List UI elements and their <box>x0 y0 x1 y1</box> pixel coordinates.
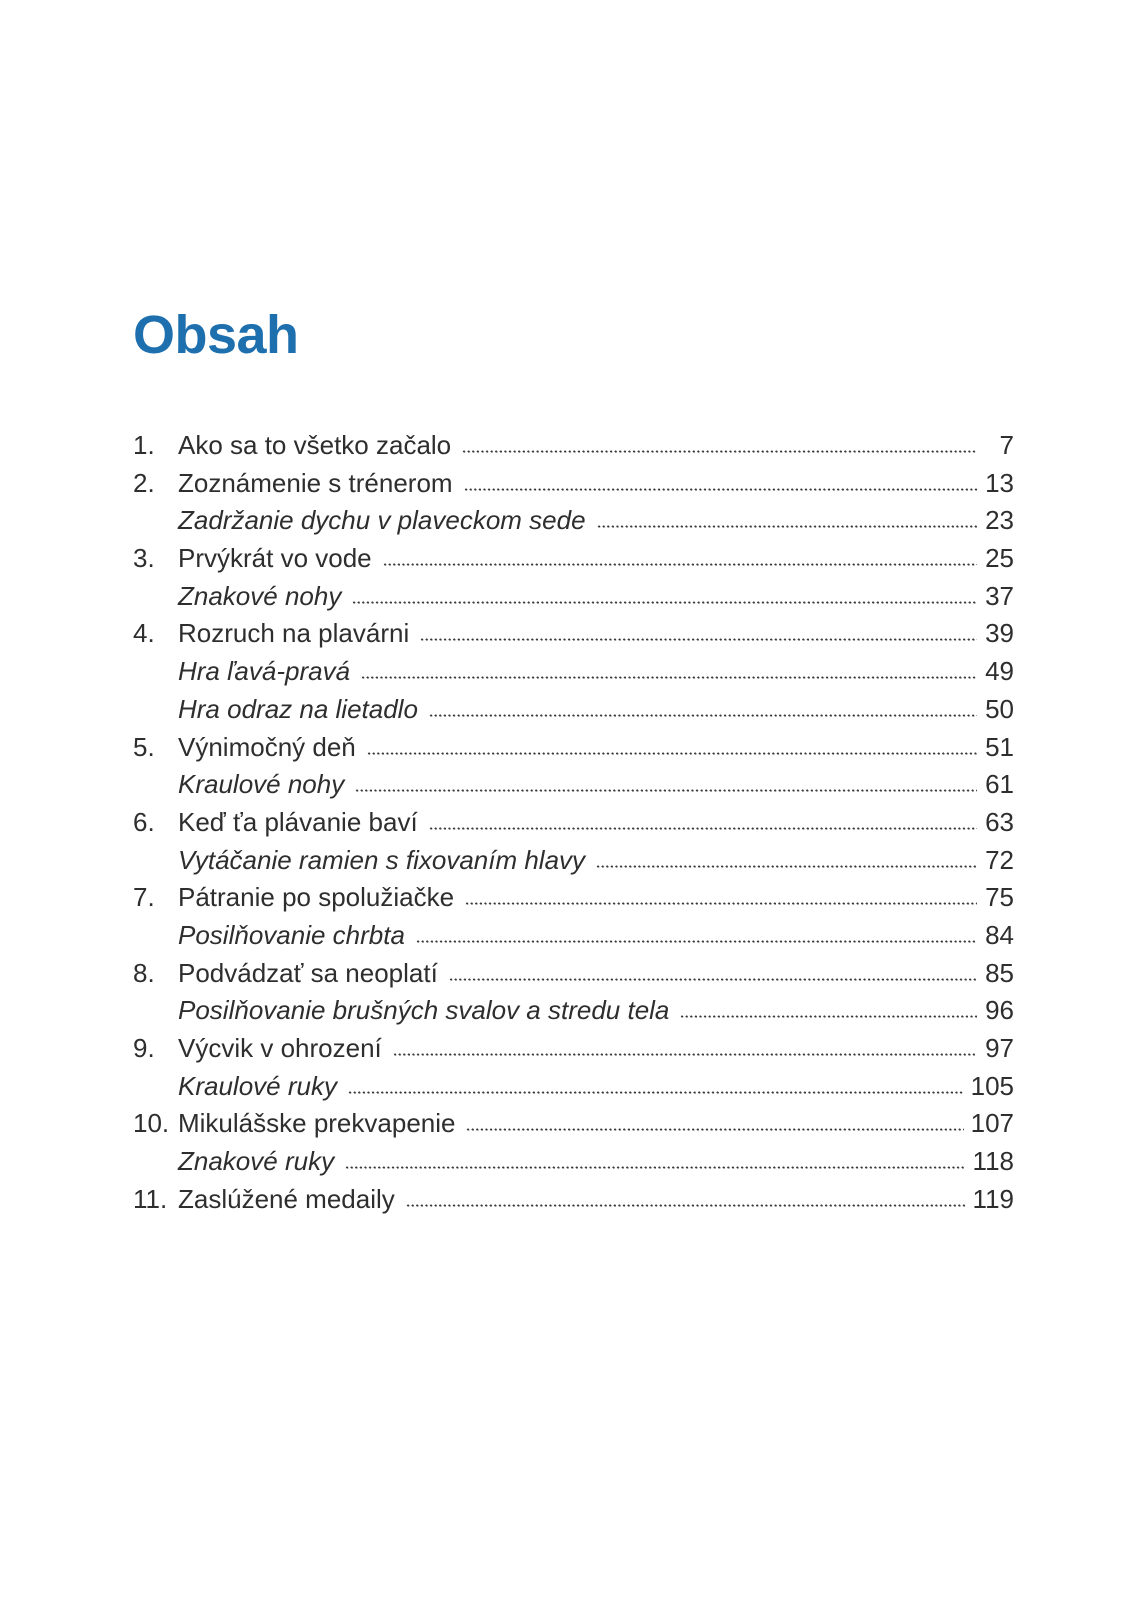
dot-leader <box>355 786 977 793</box>
dot-leader <box>345 1163 965 1170</box>
toc-entry <box>133 578 1014 616</box>
toc-entry <box>133 1068 1014 1106</box>
toc-entry-title: Prvýkrát vo vode <box>178 543 372 574</box>
toc-entry-page: 107 <box>970 1108 1014 1139</box>
toc-entry-title: Kraulové nohy <box>178 769 345 800</box>
toc-entry-title: Vytáčanie ramien s fixovaním hlavy <box>178 844 586 875</box>
dot-leader <box>429 824 977 831</box>
dot-leader <box>348 1088 964 1095</box>
toc-entry <box>133 427 1014 465</box>
toc-entry-page: 39 <box>985 618 1014 649</box>
dot-leader <box>465 899 977 906</box>
dot-leader <box>466 1125 963 1132</box>
toc-entry-number: 11. <box>133 1183 168 1214</box>
toc-entry-page: 61 <box>985 769 1014 800</box>
toc-entry-title: Výcvik v ohrození <box>178 1033 382 1063</box>
toc-entry <box>133 955 1014 993</box>
toc-entry <box>133 1181 1014 1219</box>
toc-entry-number: 8. <box>133 957 155 988</box>
toc-entry-title: Pátranie po spolužiačke <box>178 882 455 913</box>
toc-entry <box>133 729 1014 767</box>
toc-entry-page: 25 <box>985 543 1014 574</box>
toc-entry-title: Zadržanie dychu v plaveckom sede <box>178 505 586 536</box>
toc-entry-page: 97 <box>985 1033 1014 1063</box>
dot-leader <box>596 862 977 869</box>
toc-entry <box>133 653 1014 691</box>
toc-entry-page: 85 <box>985 957 1014 988</box>
toc-entry-title: Ako sa to všetko začalo <box>178 430 452 460</box>
dot-leader <box>367 749 977 756</box>
toc-entry-page: 51 <box>985 731 1014 762</box>
dot-leader <box>406 1201 966 1208</box>
toc-entry-number: 1. <box>133 430 155 460</box>
toc-entry-page: 118 <box>972 1146 1014 1177</box>
toc-entry-number: 9. <box>133 1033 155 1063</box>
toc-entry-title: Kraulové ruky <box>178 1070 337 1101</box>
toc-entry-page: 23 <box>985 505 1014 536</box>
toc-entry-page: 72 <box>985 844 1014 875</box>
toc-entry-title: Posilňovanie brušných svalov a stredu tela <box>178 995 670 1026</box>
toc-entry <box>133 917 1014 955</box>
dot-leader <box>597 522 977 529</box>
toc-entry <box>133 502 1014 540</box>
toc-entry <box>133 1030 1014 1068</box>
toc-entry-title: Zoznámenie s trénerom <box>178 467 453 498</box>
dot-leader <box>420 635 977 642</box>
dot-leader <box>462 447 977 454</box>
dot-leader <box>393 1050 977 1057</box>
toc-entry-page: 96 <box>985 995 1014 1026</box>
toc-entry <box>133 465 1014 503</box>
toc-entry-number: 7. <box>133 882 155 913</box>
toc-entry-title: Keď ťa plávanie baví <box>178 806 418 837</box>
toc-entry-number: 10. <box>133 1108 170 1139</box>
toc-entry-number: 4. <box>133 618 155 649</box>
dot-leader <box>361 673 977 680</box>
toc-entry-title: Rozruch na plavárni <box>178 618 410 649</box>
dot-leader <box>680 1012 977 1019</box>
toc-entry-page: 84 <box>985 919 1014 950</box>
toc-entry <box>133 879 1014 917</box>
toc-entry-title: Znakové nohy <box>178 580 342 611</box>
toc-entry-title: Výnimočný deň <box>178 731 356 762</box>
toc-entry-number: 3. <box>133 543 155 574</box>
toc-entry-page: 119 <box>972 1183 1014 1214</box>
toc-entry <box>133 1105 1014 1143</box>
dot-leader <box>416 937 977 944</box>
page-title: Obsah <box>133 305 299 365</box>
toc-entry-number: 5. <box>133 731 155 762</box>
toc-entry-title: Zaslúžené medaily <box>178 1183 395 1214</box>
toc-entry-number: 2. <box>133 467 155 498</box>
dot-leader <box>429 711 977 718</box>
toc-entry-title: Znakové ruky <box>178 1146 335 1177</box>
toc-entry <box>133 540 1014 578</box>
toc-entry <box>133 691 1014 729</box>
toc-entry <box>133 766 1014 804</box>
toc-entry-page: 13 <box>985 467 1014 498</box>
toc-entry-page: 63 <box>985 806 1014 837</box>
toc-entry-title: Podvádzať sa neoplatí <box>178 957 438 988</box>
dot-leader <box>464 485 977 492</box>
toc-entry <box>133 1143 1014 1181</box>
toc-entry <box>133 842 1014 880</box>
toc-entry-title: Posilňovanie chrbta <box>178 919 405 950</box>
toc-entry <box>133 804 1014 842</box>
dot-leader <box>449 975 977 982</box>
toc-list <box>133 427 1014 1218</box>
dot-leader <box>352 598 977 605</box>
toc-entry-page: 75 <box>985 882 1014 913</box>
toc-entry-title: Hra odraz na lietadlo <box>178 693 418 724</box>
toc-entry-page: 37 <box>985 580 1014 611</box>
toc-entry-page: 7 <box>999 430 1014 460</box>
toc-entry-page: 49 <box>985 656 1014 687</box>
toc-entry-page: 105 <box>970 1070 1014 1101</box>
dot-leader <box>383 560 977 567</box>
toc-entry-title: Hra ľavá-pravá <box>178 656 351 687</box>
toc-entry-number: 6. <box>133 806 155 837</box>
toc-entry <box>133 992 1014 1030</box>
toc-entry-page: 50 <box>985 693 1014 724</box>
toc-entry <box>133 615 1014 653</box>
toc-entry-title: Mikulášske prekvapenie <box>178 1108 456 1139</box>
